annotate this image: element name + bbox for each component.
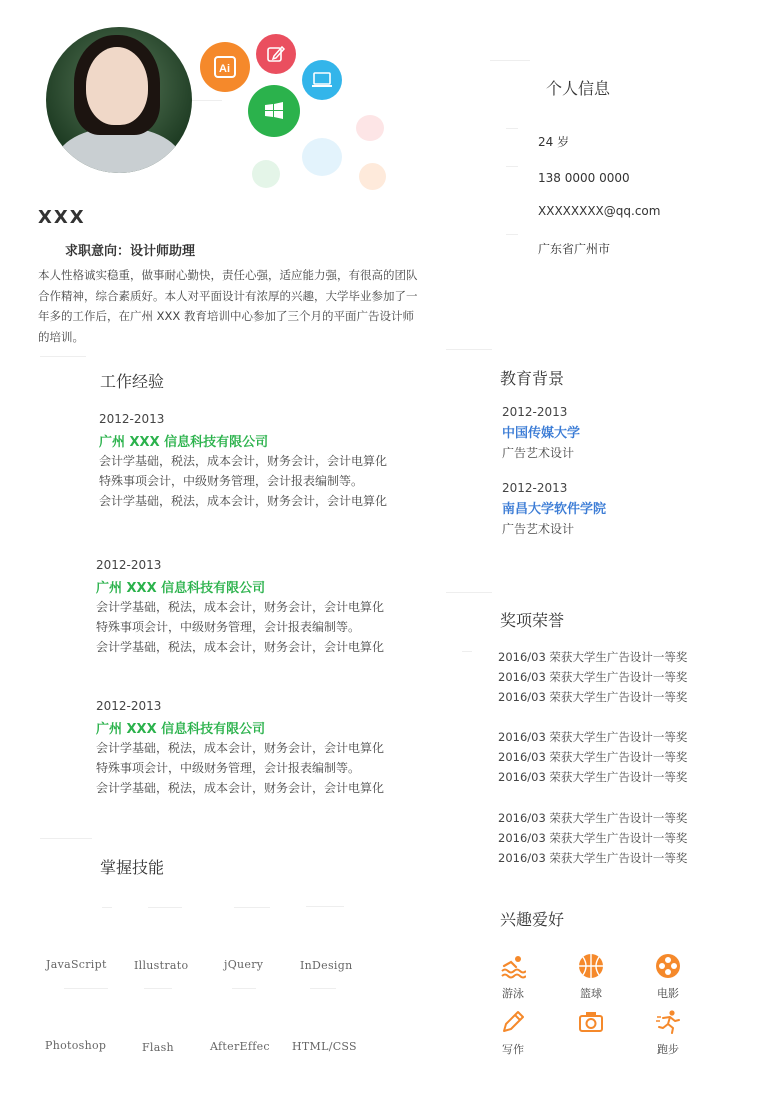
edu-period: 2012-2013 (502, 405, 568, 419)
hobby-label: 篮球 (580, 987, 602, 1000)
award-item: 2016/03 荣获大学生广告设计一等奖 (498, 750, 688, 764)
awards-title: 奖项荣誉 (500, 611, 565, 630)
location: 广东省广州市 (538, 242, 611, 256)
work-period: 2012-2013 (96, 699, 162, 713)
edu-period: 2012-2013 (502, 481, 568, 495)
skills-title: 掌握技能 (100, 858, 165, 877)
skill-item: InDesign (300, 959, 353, 972)
divider (192, 100, 222, 101)
run-icon (655, 1009, 681, 1035)
award-item: 2016/03 荣获大学生广告设计一等奖 (498, 811, 688, 825)
work-company: 广州 XXX 信息科技有限公司 (96, 722, 266, 737)
film-icon (655, 953, 681, 979)
work-line: 特殊事项会计，中级财务管理，会计报表编制等。 (96, 761, 361, 775)
award-group (498, 808, 687, 868)
work-company: 广州 XXX 信息科技有限公司 (96, 581, 266, 596)
basketball-icon (578, 953, 604, 979)
award-item: 2016/03 荣获大学生广告设计一等奖 (498, 851, 688, 865)
award-item: 2016/03 荣获大学生广告设计一等奖 (498, 650, 688, 664)
skill-item: HTML/CSS (292, 1040, 357, 1053)
award-group (498, 727, 687, 787)
work-title: 工作经验 (100, 372, 165, 391)
pencil-icon (500, 1009, 526, 1035)
award-item: 2016/03 荣获大学生广告设计一等奖 (498, 670, 688, 684)
swim-icon (500, 953, 526, 979)
hobby-item (483, 1009, 543, 1057)
work-period: 2012-2013 (99, 412, 165, 426)
work-line: 会计学基础，税法，成本会计，财务会计，会计电算化 (96, 600, 385, 614)
award-group (498, 647, 687, 707)
award-item: 2016/03 荣获大学生广告设计一等奖 (498, 831, 688, 845)
work-line: 特殊事项会计，中级财务管理，会计报表编制等。 (99, 474, 364, 488)
summary: 本人性格诚实稳重，做事耐心勤快，责任心强，适应能力强，有很高的团队合作精神，综合素质好。本人对平面设计有浓厚的兴趣，大学毕业参加了一年多的工作后，在广州 XXX 教育培训中心参加了三个月的平面广告设计师的培训。 (38, 268, 418, 344)
age: 24 岁 (538, 135, 570, 149)
education-item (502, 405, 580, 461)
work-line: 会计学基础，税法，成本会计，财务会计，会计电算化 (99, 454, 388, 468)
monitor-icon (302, 60, 342, 100)
award-item: 2016/03 荣获大学生广告设计一等奖 (498, 690, 688, 704)
hobby-label: 跑步 (657, 1043, 679, 1056)
job-intent: 求职意向：设计师助理 (65, 244, 196, 259)
skill-item: Illustrato (134, 959, 189, 972)
edu-school: 中国传媒大学 (502, 426, 581, 441)
personal-info-title: 个人信息 (546, 79, 611, 98)
education-item (502, 481, 606, 537)
email: XXXXXXXX@qq.com (538, 204, 661, 218)
edu-major: 广告艺术设计 (502, 522, 575, 536)
hobby-item (561, 953, 621, 1001)
skill-item: Photoshop (45, 1039, 107, 1052)
work-item (96, 558, 384, 657)
camera-icon (578, 1009, 604, 1035)
hobby-item (483, 953, 543, 1001)
education-title: 教育背景 (500, 369, 565, 388)
hobby-label: 电影 (657, 987, 679, 1000)
work-company: 广州 XXX 信息科技有限公司 (99, 435, 269, 450)
skill-item: jQuery (224, 958, 264, 971)
svg-text:Ai: Ai (219, 63, 230, 75)
skill-item: Flash (142, 1041, 174, 1054)
windows-icon (248, 85, 300, 137)
phone: 138 0000 0000 (538, 171, 630, 185)
skill-item: AfterEffec (210, 1040, 270, 1053)
work-line: 特殊事项会计，中级财务管理，会计报表编制等。 (96, 620, 361, 634)
hobby-label: 游泳 (502, 987, 524, 1000)
work-line: 会计学基础，税法，成本会计，财务会计，会计电算化 (99, 494, 388, 508)
work-item (99, 412, 387, 511)
ai-icon (200, 42, 250, 92)
edit-icon (256, 34, 296, 74)
edu-school: 南昌大学软件学院 (502, 502, 607, 517)
hobbies-title: 兴趣爱好 (500, 910, 565, 929)
edu-major: 广告艺术设计 (502, 446, 575, 460)
work-period: 2012-2013 (96, 558, 162, 572)
hobby-label: 写作 (502, 1043, 524, 1056)
award-item: 2016/03 荣获大学生广告设计一等奖 (498, 770, 688, 784)
work-line: 会计学基础，税法，成本会计，财务会计，会计电算化 (96, 640, 385, 654)
name: XXX (38, 207, 86, 228)
avatar (46, 27, 192, 173)
work-line: 会计学基础，税法，成本会计，财务会计，会计电算化 (96, 781, 385, 795)
award-item: 2016/03 荣获大学生广告设计一等奖 (498, 730, 688, 744)
hobby-item (561, 1009, 621, 1041)
skill-item: JavaScript (46, 958, 107, 971)
hobby-item (638, 1009, 698, 1057)
hobby-item (638, 953, 698, 1001)
work-line: 会计学基础，税法，成本会计，财务会计，会计电算化 (96, 741, 385, 755)
work-item (96, 699, 384, 798)
